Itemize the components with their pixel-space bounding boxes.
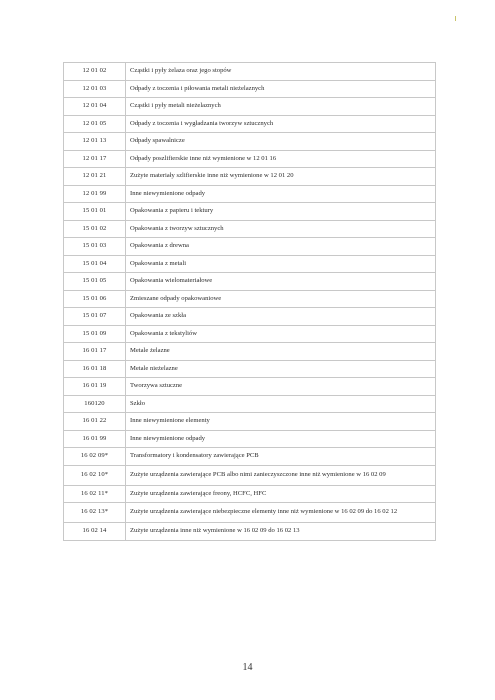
waste-description-cell: Szkło xyxy=(126,395,436,413)
waste-code-cell: 16 01 18 xyxy=(64,360,126,378)
waste-code-cell: 12 01 21 xyxy=(64,168,126,186)
waste-code-cell: 16 02 09* xyxy=(64,448,126,466)
waste-description-cell: Zużyte urządzenia zawierające niebezpieczne elementy inne niż wymienione w 16 02 09 do 16 02 12 xyxy=(126,503,436,523)
scan-mark xyxy=(455,16,456,21)
table-row xyxy=(64,503,436,523)
waste-description-cell: Opakowania z tekstyliów xyxy=(126,325,436,343)
waste-code-cell: 16 02 14 xyxy=(64,523,126,541)
table-row xyxy=(64,98,436,116)
table-row xyxy=(64,343,436,361)
table-row xyxy=(64,238,436,256)
waste-description-cell: Zmieszane odpady opakowaniowe xyxy=(126,290,436,308)
waste-code-cell: 16 02 10* xyxy=(64,465,126,485)
waste-code-cell: 12 01 03 xyxy=(64,80,126,98)
waste-description-cell: Cząstki i pyły żelaza oraz jego stopów xyxy=(126,63,436,81)
table-row xyxy=(64,360,436,378)
waste-description-cell: Cząstki i pyły metali nieżelaznych xyxy=(126,98,436,116)
waste-description-cell: Inne niewymienione odpady xyxy=(126,185,436,203)
table-row xyxy=(64,115,436,133)
waste-description-cell: Odpady spawalnicze xyxy=(126,133,436,151)
waste-description-cell: Opakowania wielomateriałowe xyxy=(126,273,436,291)
table-row xyxy=(64,168,436,186)
page-number: 14 xyxy=(242,662,253,673)
waste-description-cell: Zużyte urządzenia zawierające freony, HCFC, HFC xyxy=(126,485,436,503)
waste-description-cell: Opakowania z drewna xyxy=(126,238,436,256)
table-row xyxy=(64,80,436,98)
waste-description-cell: Opakowania z tworzyw sztucznych xyxy=(126,220,436,238)
table-row xyxy=(64,203,436,221)
waste-code-cell: 16 01 17 xyxy=(64,343,126,361)
table-row xyxy=(64,273,436,291)
waste-code-cell: 16 01 19 xyxy=(64,378,126,396)
waste-code-cell: 15 01 05 xyxy=(64,273,126,291)
table-row xyxy=(64,290,436,308)
table-row xyxy=(64,413,436,431)
table-row xyxy=(64,63,436,81)
waste-code-cell: 16 01 22 xyxy=(64,413,126,431)
waste-code-cell: 12 01 13 xyxy=(64,133,126,151)
waste-code-cell: 15 01 07 xyxy=(64,308,126,326)
table-row xyxy=(64,430,436,448)
waste-code-cell: 12 01 17 xyxy=(64,150,126,168)
table-row xyxy=(64,448,436,466)
waste-description-cell: Metale nieżelazne xyxy=(126,360,436,378)
table-row xyxy=(64,150,436,168)
waste-codes-table xyxy=(63,62,436,541)
waste-code-cell: 15 01 06 xyxy=(64,290,126,308)
waste-code-cell: 15 01 03 xyxy=(64,238,126,256)
waste-description-cell: Odpady poszlifierskie inne niż wymienione w 12 01 16 xyxy=(126,150,436,168)
waste-description-cell: Inne niewymienione odpady xyxy=(126,430,436,448)
waste-code-cell: 16 02 13* xyxy=(64,503,126,523)
waste-codes-table-body xyxy=(64,63,436,541)
table-row xyxy=(64,378,436,396)
waste-code-cell: 15 01 04 xyxy=(64,255,126,273)
table-row xyxy=(64,185,436,203)
waste-description-cell: Metale żelazne xyxy=(126,343,436,361)
waste-description-cell: Odpady z toczenia i piłowania metali nieżelaznych xyxy=(126,80,436,98)
waste-code-cell: 12 01 04 xyxy=(64,98,126,116)
waste-code-cell: 15 01 01 xyxy=(64,203,126,221)
table-row xyxy=(64,465,436,485)
waste-code-cell: 16 01 99 xyxy=(64,430,126,448)
table-row xyxy=(64,220,436,238)
waste-description-cell: Zużyte urządzenia inne niż wymienione w 16 02 09 do 16 02 13 xyxy=(126,523,436,541)
waste-description-cell: Inne niewymienione elementy xyxy=(126,413,436,431)
waste-code-cell: 15 01 09 xyxy=(64,325,126,343)
waste-code-cell: 16 02 11* xyxy=(64,485,126,503)
waste-code-cell: 160120 xyxy=(64,395,126,413)
waste-description-cell: Opakowania z metali xyxy=(126,255,436,273)
waste-description-cell: Zużyte materiały szlifierskie inne niż wymienione w 12 01 20 xyxy=(126,168,436,186)
table-row xyxy=(64,255,436,273)
table-row xyxy=(64,133,436,151)
waste-description-cell: Zużyte urządzenia zawierające PCB albo nimi zanieczyszczone inne niż wymienione w 16 02 09 xyxy=(126,465,436,485)
waste-code-cell: 12 01 99 xyxy=(64,185,126,203)
waste-description-cell: Opakowania ze szkła xyxy=(126,308,436,326)
table-row xyxy=(64,325,436,343)
table-row xyxy=(64,523,436,541)
table-row xyxy=(64,485,436,503)
waste-code-cell: 12 01 02 xyxy=(64,63,126,81)
waste-description-cell: Opakowania z papieru i tektury xyxy=(126,203,436,221)
waste-description-cell: Odpady z toczenia i wygładzania tworzyw sztucznych xyxy=(126,115,436,133)
table-row xyxy=(64,308,436,326)
waste-code-cell: 15 01 02 xyxy=(64,220,126,238)
waste-description-cell: Transformatory i kondensatory zawierające PCB xyxy=(126,448,436,466)
table-row xyxy=(64,395,436,413)
waste-description-cell: Tworzywa sztuczne xyxy=(126,378,436,396)
waste-code-cell: 12 01 05 xyxy=(64,115,126,133)
